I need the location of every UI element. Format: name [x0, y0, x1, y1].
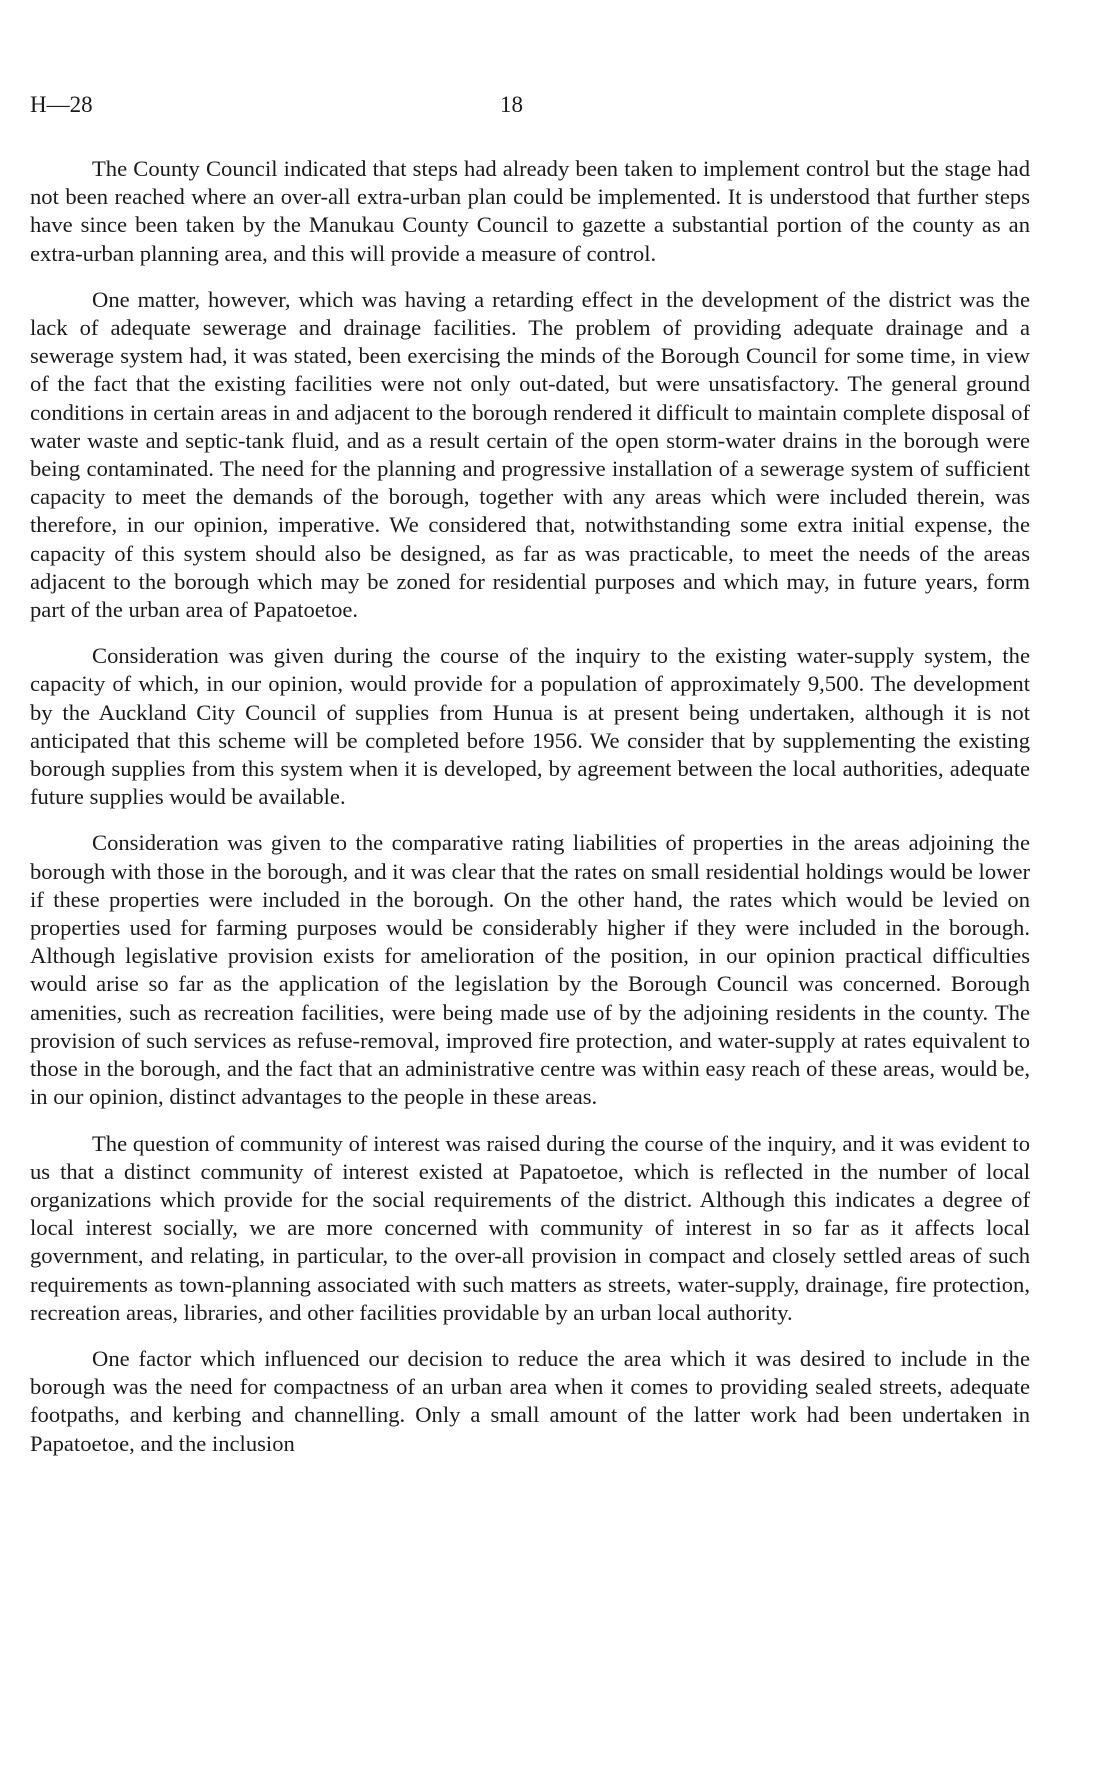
paragraph: One factor which influenced our decision to reduce the area which it was desired to include in the borough was the need for compactness of an urban area when it comes to providing sealed streets, adequate footpaths, and kerbing and channelling. Only a small amount of the latter work had been undertaken in Papatoetoe, and the inclusion: [30, 1345, 1030, 1456]
page-header: [30, 92, 1030, 120]
page-number: 18: [500, 92, 523, 117]
paragraph: The County Council indicated that steps had already been taken to implement control but the stage had not been reached where an over-all extra-urban plan could be implemented. It is understood that further steps have since been taken by the Manukau County Council to gazette a substantial portion of the county as an extra-urban planning area, and this will provide a measure of control.: [30, 156, 1030, 266]
body-text: [30, 155, 1030, 1476]
paragraph: One matter, however, which was having a retarding effect in the development of the district was the lack of adequate sewerage and drainage facilities. The problem of providing adequate drainage and a sewerage system had, it was stated, been exercising the minds of the Borough Council for some time, in view of the fact that the existing facilities were not only out-dated, but were unsatisfactory. The general ground conditions in certain areas in and adjacent to the borough rendered it difficult to maintain complete disposal of water waste and septic-tank fluid, and as a result certain of the open storm-water drains in the borough were being contaminated. The need for the planning and progressive installation of a sewerage system of sufficient capacity to meet the demands of the borough, together with any areas which were included therein, was therefore, in our opinion, imperative. We considered that, notwithstanding some extra initial expense, the capacity of this system should also be designed, as far as was practicable, to meet the needs of the areas adjacent to the borough which may be zoned for residential purposes and which may, in future years, form part of the urban area of Papatoetoe.: [30, 286, 1030, 623]
paragraph: Consideration was given during the course of the inquiry to the existing water-supply system, the capacity of which, in our opinion, would provide for a population of approximately 9,500. The development by the Auckland City Council of supplies from Hunua is at present being undertaken, although it is not anticipated that this scheme will be completed before 1956. We consider that by supplementing the existing borough supplies from this system when it is developed, by agreement between the local authorities, adequate future supplies would be available.: [30, 643, 1030, 810]
page-reference: H—28: [30, 92, 93, 117]
paragraph: Consideration was given to the comparative rating liabilities of properties in the areas adjoining the borough with those in the borough, and it was clear that the rates on small residential holdings would be lower if these properties were included in the borough. On the other hand, the rates which would be levied on properties used for farming purposes would be considerably higher if they were included in the borough. Although legislative provision exists for amelioration of the position, in our opinion practical difficulties would arise so far as the application of the legislation by the Borough Council was concerned. Borough amenities, such as recreation facilities, were being made use of by the adjoining residents in the county. The provision of such services as refuse-removal, improved fire protection, and water-supply at rates equivalent to those in the borough, and the fact that an administrative centre was within easy reach of these areas, would be, in our opinion, distinct advantages to the people in these areas.: [30, 830, 1030, 1110]
paragraph: The question of community of interest was raised during the course of the inquiry, and it was evident to us that a distinct community of interest existed at Papatoetoe, which is reflected in the number of local organizations which provide for the social requirements of the district. Although this indicates a degree of local interest socially, we are more concerned with community of interest in so far as it affects local government, and relating, in particular, to the over-all provision in compact and closely settled areas of such requirements as town-planning associated with such matters as streets, water-supply, drainage, fire protection, recreation areas, libraries, and other facilities providable by an urban local authority.: [30, 1130, 1030, 1325]
